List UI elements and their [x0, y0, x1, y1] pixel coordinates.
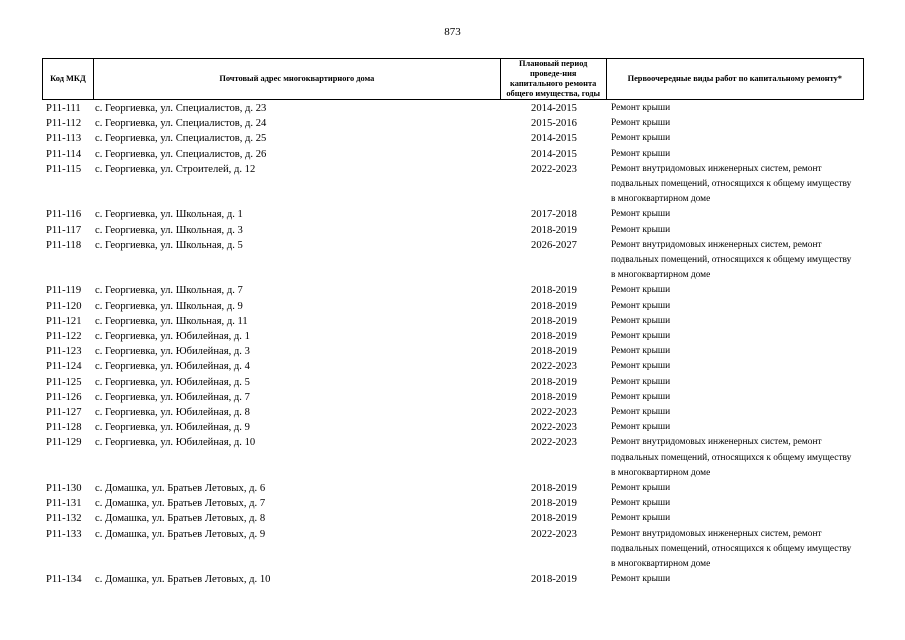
table-row: [42, 238, 864, 284]
cell-period: 2018-2019: [531, 300, 577, 312]
cell-address: с. Георгиевка, ул. Юбилейная, д. 1: [95, 331, 250, 343]
cell-code: Р11-118: [46, 239, 82, 251]
cell-address: с. Георгиевка, ул. Специалистов, д. 23: [95, 103, 267, 114]
table-row: [42, 162, 864, 208]
table-header: [42, 58, 864, 100]
header-period: Плановый период проведе-ния капитального ремонта общего имущества, годы: [501, 59, 607, 99]
cell-address: с. Домашка, ул. Братьев Летовых, д. 6: [95, 483, 266, 495]
header-code: Код МКД: [43, 59, 94, 99]
cell-period: 2022-2023: [531, 361, 577, 373]
cell-period: 2022-2023: [531, 422, 577, 434]
cell-address: с. Георгиевка, ул. Школьная, д. 1: [95, 209, 243, 221]
table-row: [42, 527, 864, 573]
cell-code: Р11-115: [46, 163, 82, 175]
cell-period: 2015-2016: [531, 118, 577, 130]
table-row: [42, 511, 864, 526]
cell-works: Ремонт крыши: [611, 103, 671, 113]
table-row: [42, 405, 864, 420]
cell-address: с. Георгиевка, ул. Юбилейная, д. 4: [95, 361, 250, 373]
table-row: [42, 390, 864, 405]
table-row: [42, 116, 864, 131]
cell-code: Р11-113: [46, 133, 82, 145]
cell-works: Ремонт крыши: [611, 498, 671, 509]
cell-code: Р11-120: [46, 300, 82, 312]
cell-works: Ремонт крыши: [611, 513, 671, 524]
cell-code: Р11-127: [46, 407, 82, 419]
cell-works: Ремонт крыши: [611, 361, 671, 372]
cell-code: Р11-128: [46, 422, 82, 434]
cell-address: с. Домашка, ул. Братьев Летовых, д. 10: [95, 574, 271, 586]
cell-code: Р11-119: [46, 285, 82, 297]
header-address: Почтовый адрес многоквартирного дома: [94, 59, 501, 99]
cell-period: 2022-2023: [531, 437, 577, 449]
table-row: [42, 496, 864, 511]
cell-period: 2018-2019: [531, 498, 577, 510]
table-body: [42, 101, 864, 588]
cell-address: с. Домашка, ул. Братьев Летовых, д. 9: [95, 528, 266, 540]
cell-address: с. Георгиевка, ул. Юбилейная, д. 10: [95, 437, 256, 449]
cell-period: 2022-2023: [531, 528, 577, 540]
cell-works: Ремонт крыши: [611, 407, 671, 418]
table-row: [42, 359, 864, 374]
cell-code: Р11-111: [46, 103, 81, 114]
cell-works: Ремонт крыши: [611, 285, 671, 296]
cell-address: с. Георгиевка, ул. Строителей, д. 12: [95, 163, 256, 175]
cell-code: Р11-123: [46, 346, 82, 358]
cell-works: Ремонт крыши: [611, 331, 671, 342]
cell-address: с. Георгиевка, ул. Специалистов, д. 26: [95, 148, 267, 160]
cell-period: 2018-2019: [531, 376, 577, 388]
cell-works: Ремонт внутридомовых инженерных систем, ремонт подвальных помещений, относящихся к общему имуществу в многоквартирном доме: [611, 239, 852, 281]
table-row: [42, 131, 864, 146]
cell-period: 2018-2019: [531, 513, 577, 525]
cell-works: Ремонт крыши: [611, 148, 671, 159]
cell-code: Р11-112: [46, 118, 82, 130]
cell-works: Ремонт крыши: [611, 483, 671, 494]
cell-code: Р11-121: [46, 315, 82, 327]
cell-works: Ремонт крыши: [611, 300, 671, 311]
cell-address: с. Георгиевка, ул. Школьная, д. 9: [95, 300, 243, 312]
cell-works: Ремонт крыши: [611, 133, 671, 144]
cell-address: с. Георгиевка, ул. Специалистов, д. 25: [95, 133, 267, 145]
cell-address: с. Георгиевка, ул. Юбилейная, д. 5: [95, 376, 250, 388]
cell-period: 2014-2015: [531, 133, 577, 145]
cell-code: Р11-125: [46, 376, 82, 388]
cell-address: с. Георгиевка, ул. Специалистов, д. 24: [95, 118, 267, 130]
table-row: [42, 344, 864, 359]
cell-period: 2018-2019: [531, 483, 577, 495]
cell-period: 2018-2019: [531, 391, 577, 403]
cell-code: Р11-134: [46, 574, 82, 586]
cell-works: Ремонт крыши: [611, 224, 671, 235]
cell-period: 2022-2023: [531, 163, 577, 175]
cell-works: Ремонт крыши: [611, 376, 671, 387]
table-row: [42, 420, 864, 435]
cell-code: Р11-124: [46, 361, 82, 373]
cell-works: Ремонт крыши: [611, 574, 671, 585]
cell-address: с. Георгиевка, ул. Школьная, д. 5: [95, 239, 243, 251]
cell-period: 2018-2019: [531, 285, 577, 297]
table-row: [42, 101, 864, 116]
cell-address: с. Георгиевка, ул. Школьная, д. 3: [95, 224, 243, 236]
cell-period: 2018-2019: [531, 315, 577, 327]
cell-works: Ремонт внутридомовых инженерных систем, ремонт подвальных помещений, относящихся к общему имуществу в многоквартирном доме: [611, 163, 852, 205]
cell-address: с. Георгиевка, ул. Юбилейная, д. 8: [95, 407, 250, 419]
cell-code: Р11-133: [46, 528, 82, 540]
cell-code: Р11-117: [46, 224, 82, 236]
table-row: [42, 283, 864, 298]
cell-period: 2017-2018: [531, 209, 577, 221]
table-row: [42, 375, 864, 390]
cell-period: 2026-2027: [531, 239, 577, 251]
cell-works: Ремонт крыши: [611, 118, 671, 129]
cell-code: Р11-116: [46, 209, 82, 221]
cell-works: Ремонт крыши: [611, 391, 671, 402]
page-number: 873: [444, 26, 461, 38]
cell-address: с. Георгиевка, ул. Школьная, д. 11: [95, 315, 248, 327]
cell-code: Р11-132: [46, 513, 82, 525]
cell-period: 2018-2019: [531, 331, 577, 343]
cell-address: с. Домашка, ул. Братьев Летовых, д. 7: [95, 498, 266, 510]
cell-code: Р11-114: [46, 148, 82, 160]
cell-period: 2022-2023: [531, 407, 577, 419]
table-row: [42, 572, 864, 587]
table-row: [42, 329, 864, 344]
cell-period: 2018-2019: [531, 346, 577, 358]
cell-period: 2018-2019: [531, 574, 577, 586]
cell-works: Ремонт крыши: [611, 209, 671, 220]
cell-address: с. Георгиевка, ул. Юбилейная, д. 7: [95, 391, 250, 403]
table-row: [42, 314, 864, 329]
table-row: [42, 481, 864, 496]
cell-period: 2014-2015: [531, 103, 577, 114]
cell-address: с. Георгиевка, ул. Школьная, д. 7: [95, 285, 243, 297]
cell-works: Ремонт внутридомовых инженерных систем, ремонт подвальных помещений, относящихся к общему имуществу в многоквартирном доме: [611, 437, 852, 478]
cell-period: 2018-2019: [531, 224, 577, 236]
cell-period: 2014-2015: [531, 148, 577, 160]
table-row: [42, 223, 864, 238]
cell-code: Р11-131: [46, 498, 82, 510]
cell-address: с. Домашка, ул. Братьев Летовых, д. 8: [95, 513, 266, 525]
cell-works: Ремонт крыши: [611, 315, 671, 326]
cell-address: с. Георгиевка, ул. Юбилейная, д. 9: [95, 422, 250, 434]
cell-code: Р11-129: [46, 437, 82, 449]
header-works: Первоочередные виды работ по капитальному ремонту*: [627, 74, 842, 83]
table-row: [42, 147, 864, 162]
table-row: [42, 435, 864, 481]
cell-code: Р11-122: [46, 331, 82, 343]
cell-address: с. Георгиевка, ул. Юбилейная, д. 3: [95, 346, 250, 358]
cell-works: Ремонт внутридомовых инженерных систем, ремонт подвальных помещений, относящихся к общему имуществу в многоквартирном доме: [611, 528, 852, 570]
cell-works: Ремонт крыши: [611, 346, 671, 357]
cell-code: Р11-130: [46, 483, 82, 495]
cell-works: Ремонт крыши: [611, 422, 671, 433]
cell-code: Р11-126: [46, 391, 82, 403]
repair-plan-table: [42, 58, 864, 588]
table-row: [42, 299, 864, 314]
table-row: [42, 207, 864, 222]
